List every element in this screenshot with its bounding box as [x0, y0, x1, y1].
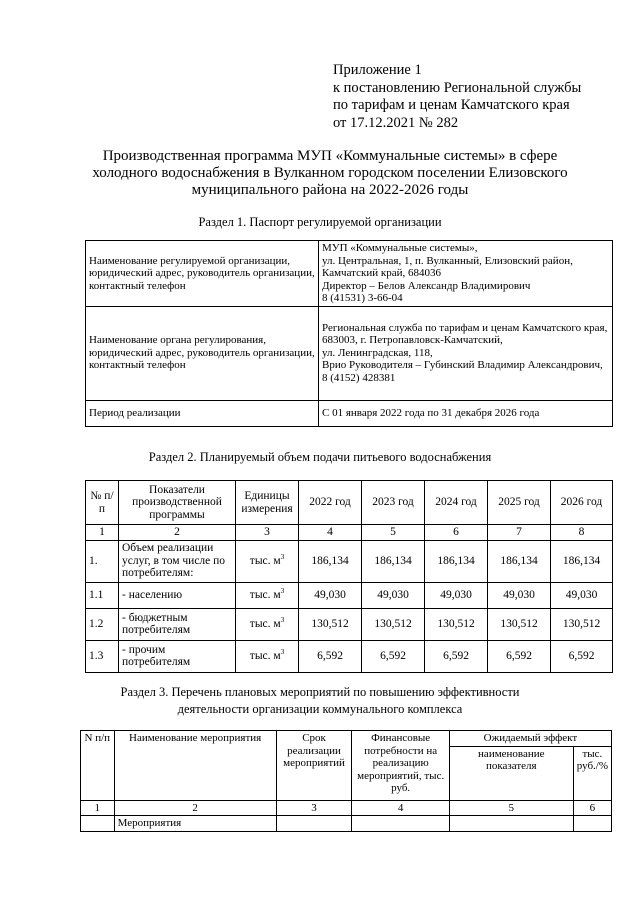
section3-heading-line-1: Раздел 3. Перечень плановых мероприятий по повышению эффективности — [120, 685, 520, 699]
empty-cell — [449, 816, 573, 832]
value-cell: 186,134 — [362, 540, 425, 582]
value-cell: 130,512 — [362, 608, 425, 640]
row-num: 1. — [86, 540, 119, 582]
row-name: Объем реализации услуг, в том числе по потребителям: — [119, 540, 236, 582]
table-row — [86, 582, 613, 608]
row-num: 1.1 — [86, 582, 119, 608]
table-row — [86, 640, 613, 672]
section1-heading: Раздел 1. Паспорт регулируемой организации — [198, 215, 442, 229]
volume-table — [85, 480, 613, 673]
value-cell: 49,030 — [362, 582, 425, 608]
header-row — [81, 731, 612, 747]
row-name: - прочим потребителям — [119, 640, 236, 672]
row-unit — [236, 540, 299, 582]
value-cell: 6,592 — [299, 640, 362, 672]
colnum-cell: 8 — [551, 525, 613, 541]
value-line: ул. Ленинградская, 118, — [322, 346, 433, 359]
col-header: тыс. руб./% — [573, 746, 611, 800]
passport-value — [319, 241, 613, 307]
section2-heading: Раздел 2. Планируемый объем подачи питьевого водоснабжения — [148, 450, 492, 464]
title-line-3: муниципального района на 2022-2026 годы — [191, 182, 469, 198]
row-name: - населению — [119, 582, 236, 608]
unit-text: тыс. м — [249, 649, 281, 662]
colnum-cell: 1 — [81, 800, 115, 816]
col-header: Финансовые потребности на реализацию мероприятий, тыс. руб. — [352, 731, 449, 801]
unit-sup: 3 — [280, 552, 285, 561]
value-line: 8 (41531) 3-66-04 — [322, 292, 403, 304]
row-num: 1.3 — [86, 640, 119, 672]
value-cell: 49,030 — [488, 582, 551, 608]
empty-cell — [81, 816, 115, 832]
table-row — [81, 816, 612, 832]
col-header: 2022 год — [299, 481, 362, 525]
value-cell: 130,512 — [488, 608, 551, 640]
value-line: 683003, г. Петропавловск-Камчатский, — [322, 334, 503, 347]
colnum-cell: 7 — [488, 525, 551, 541]
passport-value: С 01 января 2022 года по 31 декабря 2026 года — [319, 400, 613, 426]
value-cell: 186,134 — [488, 540, 551, 582]
col-header: 2023 год — [362, 481, 425, 525]
document-title — [60, 148, 600, 199]
col-header: 2024 год — [425, 481, 488, 525]
col-header: 2026 год — [551, 481, 613, 525]
col-header: Единицы измерения — [236, 481, 299, 525]
value-line: Врио Руководителя – Губинский Владимир Александрович, — [322, 359, 603, 372]
value-cell: 130,512 — [299, 608, 362, 640]
value-line: Региональная служба по тарифам и ценам Камчатского края, — [322, 321, 608, 334]
unit-text: тыс. м — [249, 588, 281, 601]
title-line-1: Производственная программа МУП «Коммунальные системы» в сфере — [102, 148, 558, 164]
table-row — [86, 540, 613, 582]
col-header: Показатели производственной программы — [119, 481, 236, 525]
unit-text: тыс. м — [249, 617, 281, 630]
colnum-cell: 3 — [276, 800, 352, 816]
passport-label: Наименование органа регулирования, юридический адрес, руководитель организации, контактный телефон — [86, 306, 319, 400]
value-cell: 186,134 — [299, 540, 362, 582]
empty-cell — [573, 816, 611, 832]
unit-sup: 3 — [280, 615, 285, 624]
row-unit — [236, 582, 299, 608]
row-name: - бюджетным потребителям — [119, 608, 236, 640]
title-line-2: холодного водоснабжения в Вулканном городском поселении Елизовского — [92, 165, 568, 181]
colnum-row — [86, 525, 613, 541]
value-cell: 49,030 — [425, 582, 488, 608]
appendix-line-2: к постановлению Региональной службы — [333, 79, 582, 96]
value-cell: 49,030 — [551, 582, 613, 608]
col-header: Наименование мероприятия — [114, 731, 276, 801]
value-cell: 130,512 — [551, 608, 613, 640]
unit-sup: 3 — [280, 586, 285, 595]
colnum-cell: 1 — [86, 525, 119, 541]
row-unit — [236, 608, 299, 640]
value-line: 8 (4152) 428381 — [322, 371, 396, 384]
value-cell: 6,592 — [362, 640, 425, 672]
row-unit — [236, 640, 299, 672]
value-line: МУП «Коммунальные системы», — [322, 242, 478, 254]
value-cell: 49,030 — [299, 582, 362, 608]
colnum-cell: 5 — [449, 800, 573, 816]
col-header: № п/п — [86, 481, 119, 525]
colnum-cell: 4 — [299, 525, 362, 541]
header-row — [86, 481, 613, 525]
colnum-cell: 3 — [236, 525, 299, 541]
colnum-cell: 5 — [362, 525, 425, 541]
section3-heading-line-2: деятельности организации коммунального комплекса — [177, 702, 463, 716]
value-cell: 6,592 — [425, 640, 488, 672]
colnum-row — [81, 800, 612, 816]
value-line: Директор – Белов Александр Владимирович — [322, 279, 531, 292]
colnum-cell: 6 — [425, 525, 488, 541]
unit-sup: 3 — [280, 647, 285, 656]
table-row — [86, 400, 613, 426]
colnum-cell: 4 — [352, 800, 449, 816]
appendix-line-3: по тарифам и ценам Камчатского края — [333, 97, 570, 113]
measures-table — [80, 730, 612, 832]
col-header: 2025 год — [488, 481, 551, 525]
table-row — [86, 306, 613, 400]
table-row — [86, 241, 613, 307]
col-header: Срок реализации мероприятий — [276, 731, 352, 801]
col-header: Ожидаемый эффект — [449, 731, 611, 747]
value-cell: 186,134 — [551, 540, 613, 582]
value-cell: 6,592 — [488, 640, 551, 672]
col-header: наименование показателя — [449, 746, 573, 800]
passport-label: Период реализации — [86, 400, 319, 426]
colnum-cell: 2 — [114, 800, 276, 816]
col-header: N п/п — [81, 731, 115, 801]
colnum-cell: 2 — [119, 525, 236, 541]
section3-heading — [0, 684, 640, 718]
value-cell: 130,512 — [425, 608, 488, 640]
table-row — [86, 608, 613, 640]
value-cell: 186,134 — [425, 540, 488, 582]
row-num: 1.2 — [86, 608, 119, 640]
empty-cell — [276, 816, 352, 832]
value-line: ул. Центральная, 1, п. Вулканный, Елизовский район, Камчатский край, 684036 — [322, 254, 573, 279]
value-cell: 6,592 — [551, 640, 613, 672]
appendix-block — [333, 62, 581, 132]
colnum-cell: 6 — [573, 800, 611, 816]
appendix-line-4: от 17.12.2021 № 282 — [333, 114, 459, 131]
passport-value — [319, 306, 613, 400]
passport-table — [85, 240, 613, 427]
passport-label: Наименование регулируемой организации, юридический адрес, руководитель организации, контактный телефон — [86, 241, 319, 307]
appendix-line-1: Приложение 1 — [333, 62, 422, 78]
empty-cell — [352, 816, 449, 832]
row-name: Мероприятия — [114, 816, 276, 832]
unit-text: тыс. м — [249, 554, 281, 567]
